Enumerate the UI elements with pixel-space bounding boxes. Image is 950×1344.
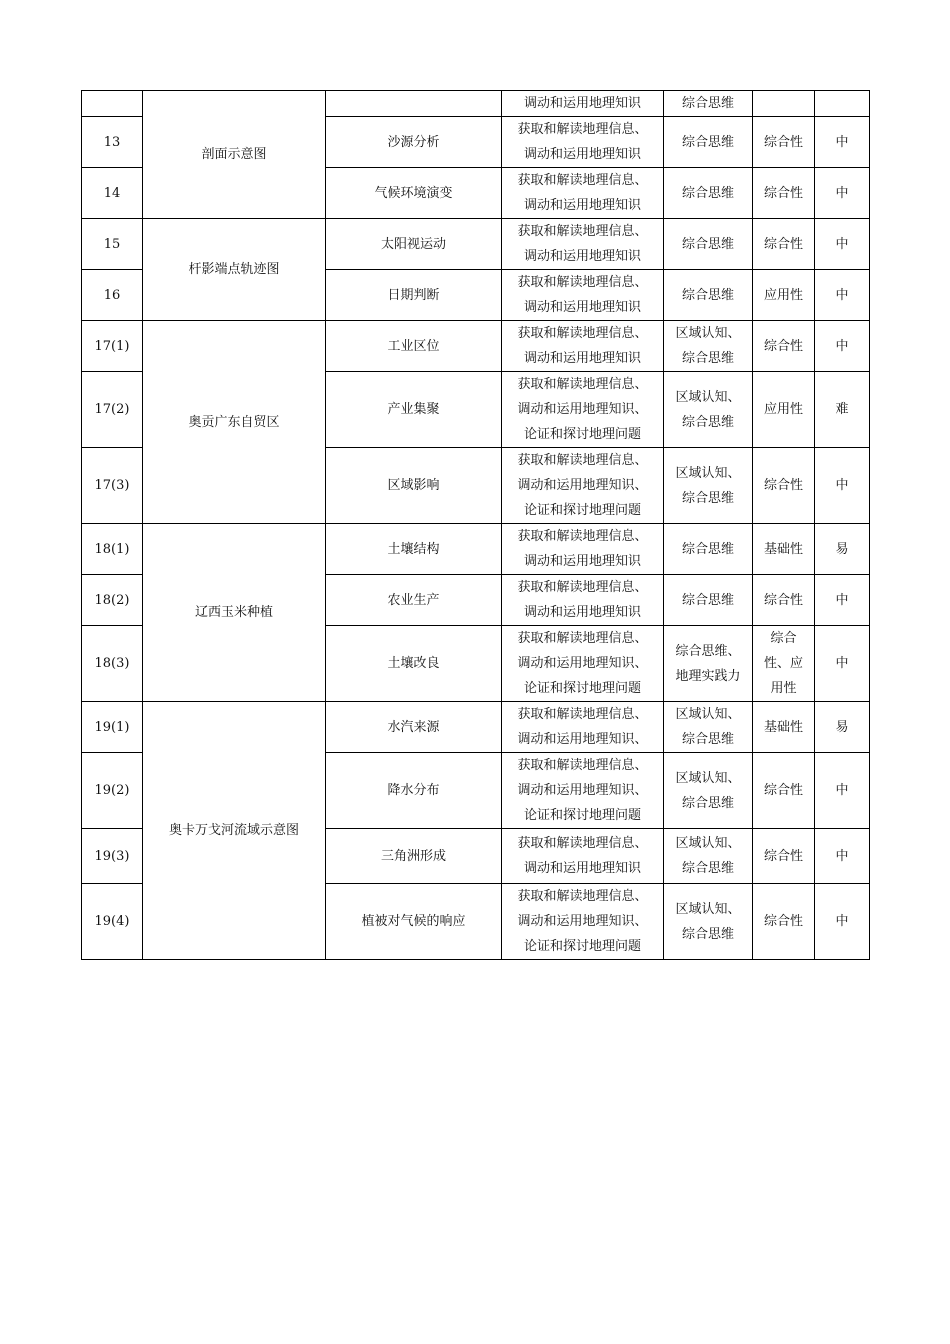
knowledge-cell: 水汽来源 (326, 702, 502, 753)
question-number-cell: 15 (82, 219, 143, 270)
difficulty-cell: 中 (815, 168, 870, 219)
property-cell: 综合 性、应 用性 (753, 626, 815, 702)
material-cell: 辽西玉米种植 (143, 524, 326, 702)
ability-cell: 获取和解读地理信息、 调动和运用地理知识 (502, 575, 664, 626)
material-cell: 奥卡万戈河流域示意图 (143, 702, 326, 960)
knowledge-cell: 农业生产 (326, 575, 502, 626)
question-number-cell: 19(3) (82, 829, 143, 884)
ability-cell: 调动和运用地理知识 (502, 91, 664, 117)
question-number-cell: 17(1) (82, 321, 143, 372)
ability-cell: 获取和解读地理信息、 调动和运用地理知识 (502, 829, 664, 884)
literacy-cell: 区域认知、 综合思维 (664, 448, 753, 524)
material-cell: 杆影端点轨迹图 (143, 219, 326, 321)
ability-cell: 获取和解读地理信息、 调动和运用地理知识、 论证和探讨地理问题 (502, 448, 664, 524)
literacy-cell: 综合思维 (664, 219, 753, 270)
property-cell: 综合性 (753, 448, 815, 524)
literacy-cell: 综合思维 (664, 168, 753, 219)
property-cell: 综合性 (753, 753, 815, 829)
question-number-cell: 14 (82, 168, 143, 219)
knowledge-cell: 土壤结构 (326, 524, 502, 575)
knowledge-cell: 气候环境演变 (326, 168, 502, 219)
difficulty-cell: 中 (815, 219, 870, 270)
literacy-cell: 区域认知、 综合思维 (664, 372, 753, 448)
table-row (82, 702, 870, 753)
ability-cell: 获取和解读地理信息、 调动和运用地理知识 (502, 321, 664, 372)
material-cell: 奥贡广东自贸区 (143, 321, 326, 524)
difficulty-cell: 易 (815, 524, 870, 575)
question-number-cell: 17(2) (82, 372, 143, 448)
property-cell: 综合性 (753, 321, 815, 372)
property-cell: 基础性 (753, 702, 815, 753)
difficulty-cell: 中 (815, 117, 870, 168)
question-number-cell: 13 (82, 117, 143, 168)
difficulty-cell: 中 (815, 753, 870, 829)
knowledge-cell: 区域影响 (326, 448, 502, 524)
literacy-cell: 区域认知、 综合思维 (664, 321, 753, 372)
knowledge-cell: 沙源分析 (326, 117, 502, 168)
knowledge-cell: 太阳视运动 (326, 219, 502, 270)
ability-cell: 获取和解读地理信息、 调动和运用地理知识 (502, 219, 664, 270)
ability-cell: 获取和解读地理信息、 调动和运用地理知识、 论证和探讨地理问题 (502, 372, 664, 448)
difficulty-cell: 中 (815, 321, 870, 372)
material-cell: 剖面示意图 (143, 91, 326, 219)
knowledge-cell: 日期判断 (326, 270, 502, 321)
property-cell: 综合性 (753, 575, 815, 626)
question-number-cell: 18(1) (82, 524, 143, 575)
literacy-cell: 区域认知、 综合思维 (664, 753, 753, 829)
ability-cell: 获取和解读地理信息、 调动和运用地理知识、 论证和探讨地理问题 (502, 884, 664, 960)
question-number-cell: 16 (82, 270, 143, 321)
property-cell: 应用性 (753, 270, 815, 321)
knowledge-cell: 工业区位 (326, 321, 502, 372)
table-row (82, 91, 870, 117)
ability-cell: 获取和解读地理信息、 调动和运用地理知识 (502, 270, 664, 321)
literacy-cell: 区域认知、 综合思维 (664, 884, 753, 960)
literacy-cell: 区域认知、 综合思维 (664, 702, 753, 753)
property-cell: 综合性 (753, 829, 815, 884)
difficulty-cell: 中 (815, 448, 870, 524)
table-row (82, 524, 870, 575)
table-row (82, 219, 870, 270)
question-number-cell: 18(3) (82, 626, 143, 702)
literacy-cell: 综合思维 (664, 91, 753, 117)
table-row (82, 321, 870, 372)
knowledge-cell: 土壤改良 (326, 626, 502, 702)
knowledge-cell: 降水分布 (326, 753, 502, 829)
difficulty-cell: 中 (815, 829, 870, 884)
property-cell (753, 91, 815, 117)
ability-cell: 获取和解读地理信息、 调动和运用地理知识 (502, 117, 664, 168)
ability-cell: 获取和解读地理信息、 调动和运用地理知识 (502, 168, 664, 219)
literacy-cell: 区域认知、 综合思维 (664, 829, 753, 884)
difficulty-cell: 易 (815, 702, 870, 753)
question-number-cell: 18(2) (82, 575, 143, 626)
knowledge-cell: 植被对气候的响应 (326, 884, 502, 960)
difficulty-cell (815, 91, 870, 117)
ability-cell: 获取和解读地理信息、 调动和运用地理知识、 (502, 702, 664, 753)
difficulty-cell: 中 (815, 575, 870, 626)
question-number-cell (82, 91, 143, 117)
ability-cell: 获取和解读地理信息、 调动和运用地理知识、 论证和探讨地理问题 (502, 753, 664, 829)
literacy-cell: 综合思维 (664, 575, 753, 626)
knowledge-cell: 三角洲形成 (326, 829, 502, 884)
knowledge-cell (326, 91, 502, 117)
literacy-cell: 综合思维 (664, 270, 753, 321)
property-cell: 综合性 (753, 219, 815, 270)
literacy-cell: 综合思维 (664, 117, 753, 168)
knowledge-cell: 产业集聚 (326, 372, 502, 448)
exam-analysis-table (81, 90, 870, 960)
literacy-cell: 综合思维 (664, 524, 753, 575)
ability-cell: 获取和解读地理信息、 调动和运用地理知识 (502, 524, 664, 575)
literacy-cell: 综合思维、 地理实践力 (664, 626, 753, 702)
difficulty-cell: 中 (815, 270, 870, 321)
difficulty-cell: 中 (815, 626, 870, 702)
property-cell: 综合性 (753, 117, 815, 168)
property-cell: 基础性 (753, 524, 815, 575)
difficulty-cell: 难 (815, 372, 870, 448)
ability-cell: 获取和解读地理信息、 调动和运用地理知识、 论证和探讨地理问题 (502, 626, 664, 702)
question-number-cell: 19(4) (82, 884, 143, 960)
question-number-cell: 17(3) (82, 448, 143, 524)
property-cell: 综合性 (753, 884, 815, 960)
difficulty-cell: 中 (815, 884, 870, 960)
question-number-cell: 19(1) (82, 702, 143, 753)
property-cell: 综合性 (753, 168, 815, 219)
question-number-cell: 19(2) (82, 753, 143, 829)
property-cell: 应用性 (753, 372, 815, 448)
